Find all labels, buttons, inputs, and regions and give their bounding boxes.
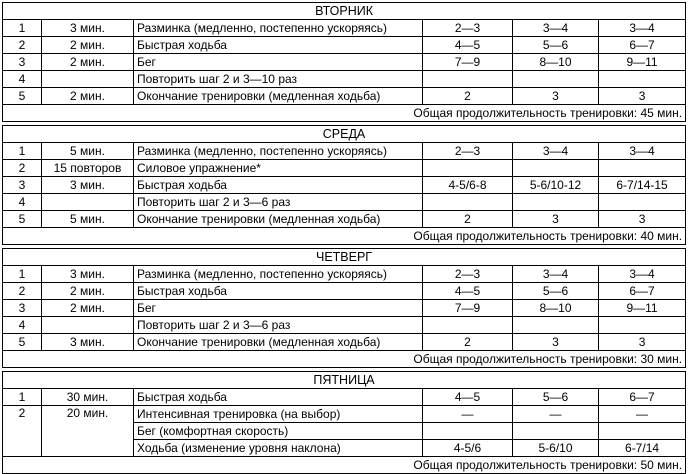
step-duration: 3 мин. [42, 334, 134, 351]
level-1-value: — [423, 406, 513, 423]
day-title: ЧЕТВЕРГ [3, 249, 686, 266]
total-duration: Общая продолжительность тренировки: 45 мин. [3, 105, 686, 122]
level-2-value: 5—6 [513, 283, 599, 300]
step-number: 4 [3, 317, 42, 334]
step-number: 4 [3, 71, 42, 88]
level-2-value: — [513, 406, 599, 423]
day-title: ПЯТНИЦА [3, 372, 686, 389]
step-activity: Повторить шаг 2 и 3—10 раз [134, 71, 423, 88]
level-2-value: 5-6/10 [513, 440, 599, 457]
level-1-value [423, 423, 513, 440]
level-2-value [513, 194, 599, 211]
schedule-table [2, 2, 686, 474]
level-2-value: 3—4 [513, 266, 599, 283]
day-header-row [3, 3, 686, 20]
step-duration [42, 317, 134, 334]
step-number: 1 [3, 389, 42, 406]
table-row [3, 211, 686, 228]
level-2-value: 3—4 [513, 20, 599, 37]
step-activity: Бег [134, 54, 423, 71]
total-row [3, 228, 686, 245]
level-1-value: 2 [423, 88, 513, 105]
level-1-value [423, 317, 513, 334]
level-2-value [513, 160, 599, 177]
step-number: 1 [3, 266, 42, 283]
table-row [3, 317, 686, 334]
day-title: СРЕДА [3, 126, 686, 143]
step-duration: 2 мин. [42, 37, 134, 54]
level-2-value: 8—10 [513, 54, 599, 71]
table-row [3, 20, 686, 37]
step-activity: Быстрая ходьба [134, 37, 423, 54]
level-3-value [599, 423, 686, 440]
step-activity: Разминка (медленно, постепенно ускоряясь) [134, 20, 423, 37]
level-2-value: 3 [513, 88, 599, 105]
step-duration [42, 194, 134, 211]
table-row [3, 37, 686, 54]
level-1-value: 4-5/6-8 [423, 177, 513, 194]
step-number: 2 [3, 283, 42, 300]
step-activity: Быстрая ходьба [134, 389, 423, 406]
level-1-value: 7—9 [423, 300, 513, 317]
level-3-value: — [599, 406, 686, 423]
step-duration [42, 71, 134, 88]
step-activity: Быстрая ходьба [134, 177, 423, 194]
total-row [3, 105, 686, 122]
step-number: 3 [3, 54, 42, 71]
table-row [3, 334, 686, 351]
level-1-value: 7—9 [423, 54, 513, 71]
day-header-row [3, 249, 686, 266]
step-number: 2 [3, 160, 42, 177]
level-2-value: 3 [513, 334, 599, 351]
step-number: 4 [3, 194, 42, 211]
table-row [3, 71, 686, 88]
level-3-value [599, 160, 686, 177]
step-activity: Повторить шаг 2 и 3—6 раз [134, 194, 423, 211]
level-2-value [513, 317, 599, 334]
table-row [3, 177, 686, 194]
total-duration: Общая продолжительность тренировки: 40 мин. [3, 228, 686, 245]
table-row [3, 389, 686, 406]
level-2-value [513, 71, 599, 88]
table-row [3, 54, 686, 71]
level-1-value [423, 160, 513, 177]
level-3-value: 9—11 [599, 300, 686, 317]
level-1-value: 2 [423, 334, 513, 351]
step-activity: Интенсивная тренировка (на выбор) [134, 406, 423, 423]
step-number: 5 [3, 334, 42, 351]
step-activity: Бег (комфортная скорость) [134, 423, 423, 440]
level-1-value [423, 194, 513, 211]
step-duration: 30 мин. [42, 389, 134, 406]
step-number: 5 [3, 211, 42, 228]
step-number: 5 [3, 88, 42, 105]
step-number: 1 [3, 143, 42, 160]
level-3-value: 6—7 [599, 389, 686, 406]
step-duration: 2 мин. [42, 283, 134, 300]
total-row [3, 351, 686, 368]
table-row [3, 194, 686, 211]
level-2-value: 5—6 [513, 389, 599, 406]
level-1-value: 2—3 [423, 266, 513, 283]
step-number: 1 [3, 20, 42, 37]
step-duration: 15 повторов [42, 160, 134, 177]
level-3-value: 9—11 [599, 54, 686, 71]
step-duration: 2 мин. [42, 54, 134, 71]
step-activity: Окончание тренировки (медленная ходьба) [134, 334, 423, 351]
table-row [3, 160, 686, 177]
day-header-row [3, 372, 686, 389]
day-title: ВТОРНИК [3, 3, 686, 20]
level-1-value: 2—3 [423, 143, 513, 160]
level-3-value [599, 194, 686, 211]
step-duration: 3 мин. [42, 20, 134, 37]
day-header-row [3, 126, 686, 143]
table-row [3, 283, 686, 300]
level-2-value [513, 423, 599, 440]
step-duration: 2 мин. [42, 88, 134, 105]
level-3-value: 3—4 [599, 266, 686, 283]
level-2-value: 3 [513, 211, 599, 228]
level-3-value: 6-7/14-15 [599, 177, 686, 194]
step-activity: Бег [134, 300, 423, 317]
step-activity: Окончание тренировки (медленная ходьба) [134, 211, 423, 228]
level-3-value: 6—7 [599, 37, 686, 54]
step-activity: Окончание тренировки (медленная ходьба) [134, 88, 423, 105]
level-3-value: 6-7/14 [599, 440, 686, 457]
level-1-value [423, 71, 513, 88]
level-3-value: 3—4 [599, 143, 686, 160]
step-duration: 3 мин. [42, 177, 134, 194]
step-duration: 2 мин. [42, 300, 134, 317]
step-number: 3 [3, 300, 42, 317]
step-activity: Ходьба (изменение уровня наклона) [134, 440, 423, 457]
level-1-value: 4—5 [423, 37, 513, 54]
level-3-value: 6—7 [599, 283, 686, 300]
level-3-value: 3 [599, 88, 686, 105]
level-3-value: 3 [599, 334, 686, 351]
level-2-value: 8—10 [513, 300, 599, 317]
step-number: 2 [3, 37, 42, 54]
step-duration: 20 мин. [42, 406, 134, 457]
table-row [3, 406, 686, 423]
step-duration: 5 мин. [42, 143, 134, 160]
table-row [3, 300, 686, 317]
level-2-value: 3—4 [513, 143, 599, 160]
level-1-value: 4—5 [423, 283, 513, 300]
table-row [3, 88, 686, 105]
step-duration: 5 мин. [42, 211, 134, 228]
level-1-value: 2—3 [423, 20, 513, 37]
step-activity: Разминка (медленно, постепенно ускоряясь) [134, 266, 423, 283]
level-1-value: 4—5 [423, 389, 513, 406]
level-1-value: 4-5/6 [423, 440, 513, 457]
table-row [3, 143, 686, 160]
step-activity: Разминка (медленно, постепенно ускоряясь) [134, 143, 423, 160]
level-3-value: 3—4 [599, 20, 686, 37]
table-row [3, 266, 686, 283]
step-number: 2 [3, 406, 42, 457]
level-1-value: 2 [423, 211, 513, 228]
step-activity: Повторить шаг 2 и 3—6 раз [134, 317, 423, 334]
step-number: 3 [3, 177, 42, 194]
step-activity: Быстрая ходьба [134, 283, 423, 300]
step-activity: Силовое упражнение* [134, 160, 423, 177]
total-duration: Общая продолжительность тренировки: 30 мин. [3, 351, 686, 368]
total-duration: Общая продолжительность тренировки: 50 мин. [3, 457, 686, 474]
level-3-value [599, 317, 686, 334]
level-3-value: 3 [599, 211, 686, 228]
total-row [3, 457, 686, 474]
level-3-value [599, 71, 686, 88]
step-duration: 3 мин. [42, 266, 134, 283]
level-2-value: 5—6 [513, 37, 599, 54]
level-2-value: 5-6/10-12 [513, 177, 599, 194]
